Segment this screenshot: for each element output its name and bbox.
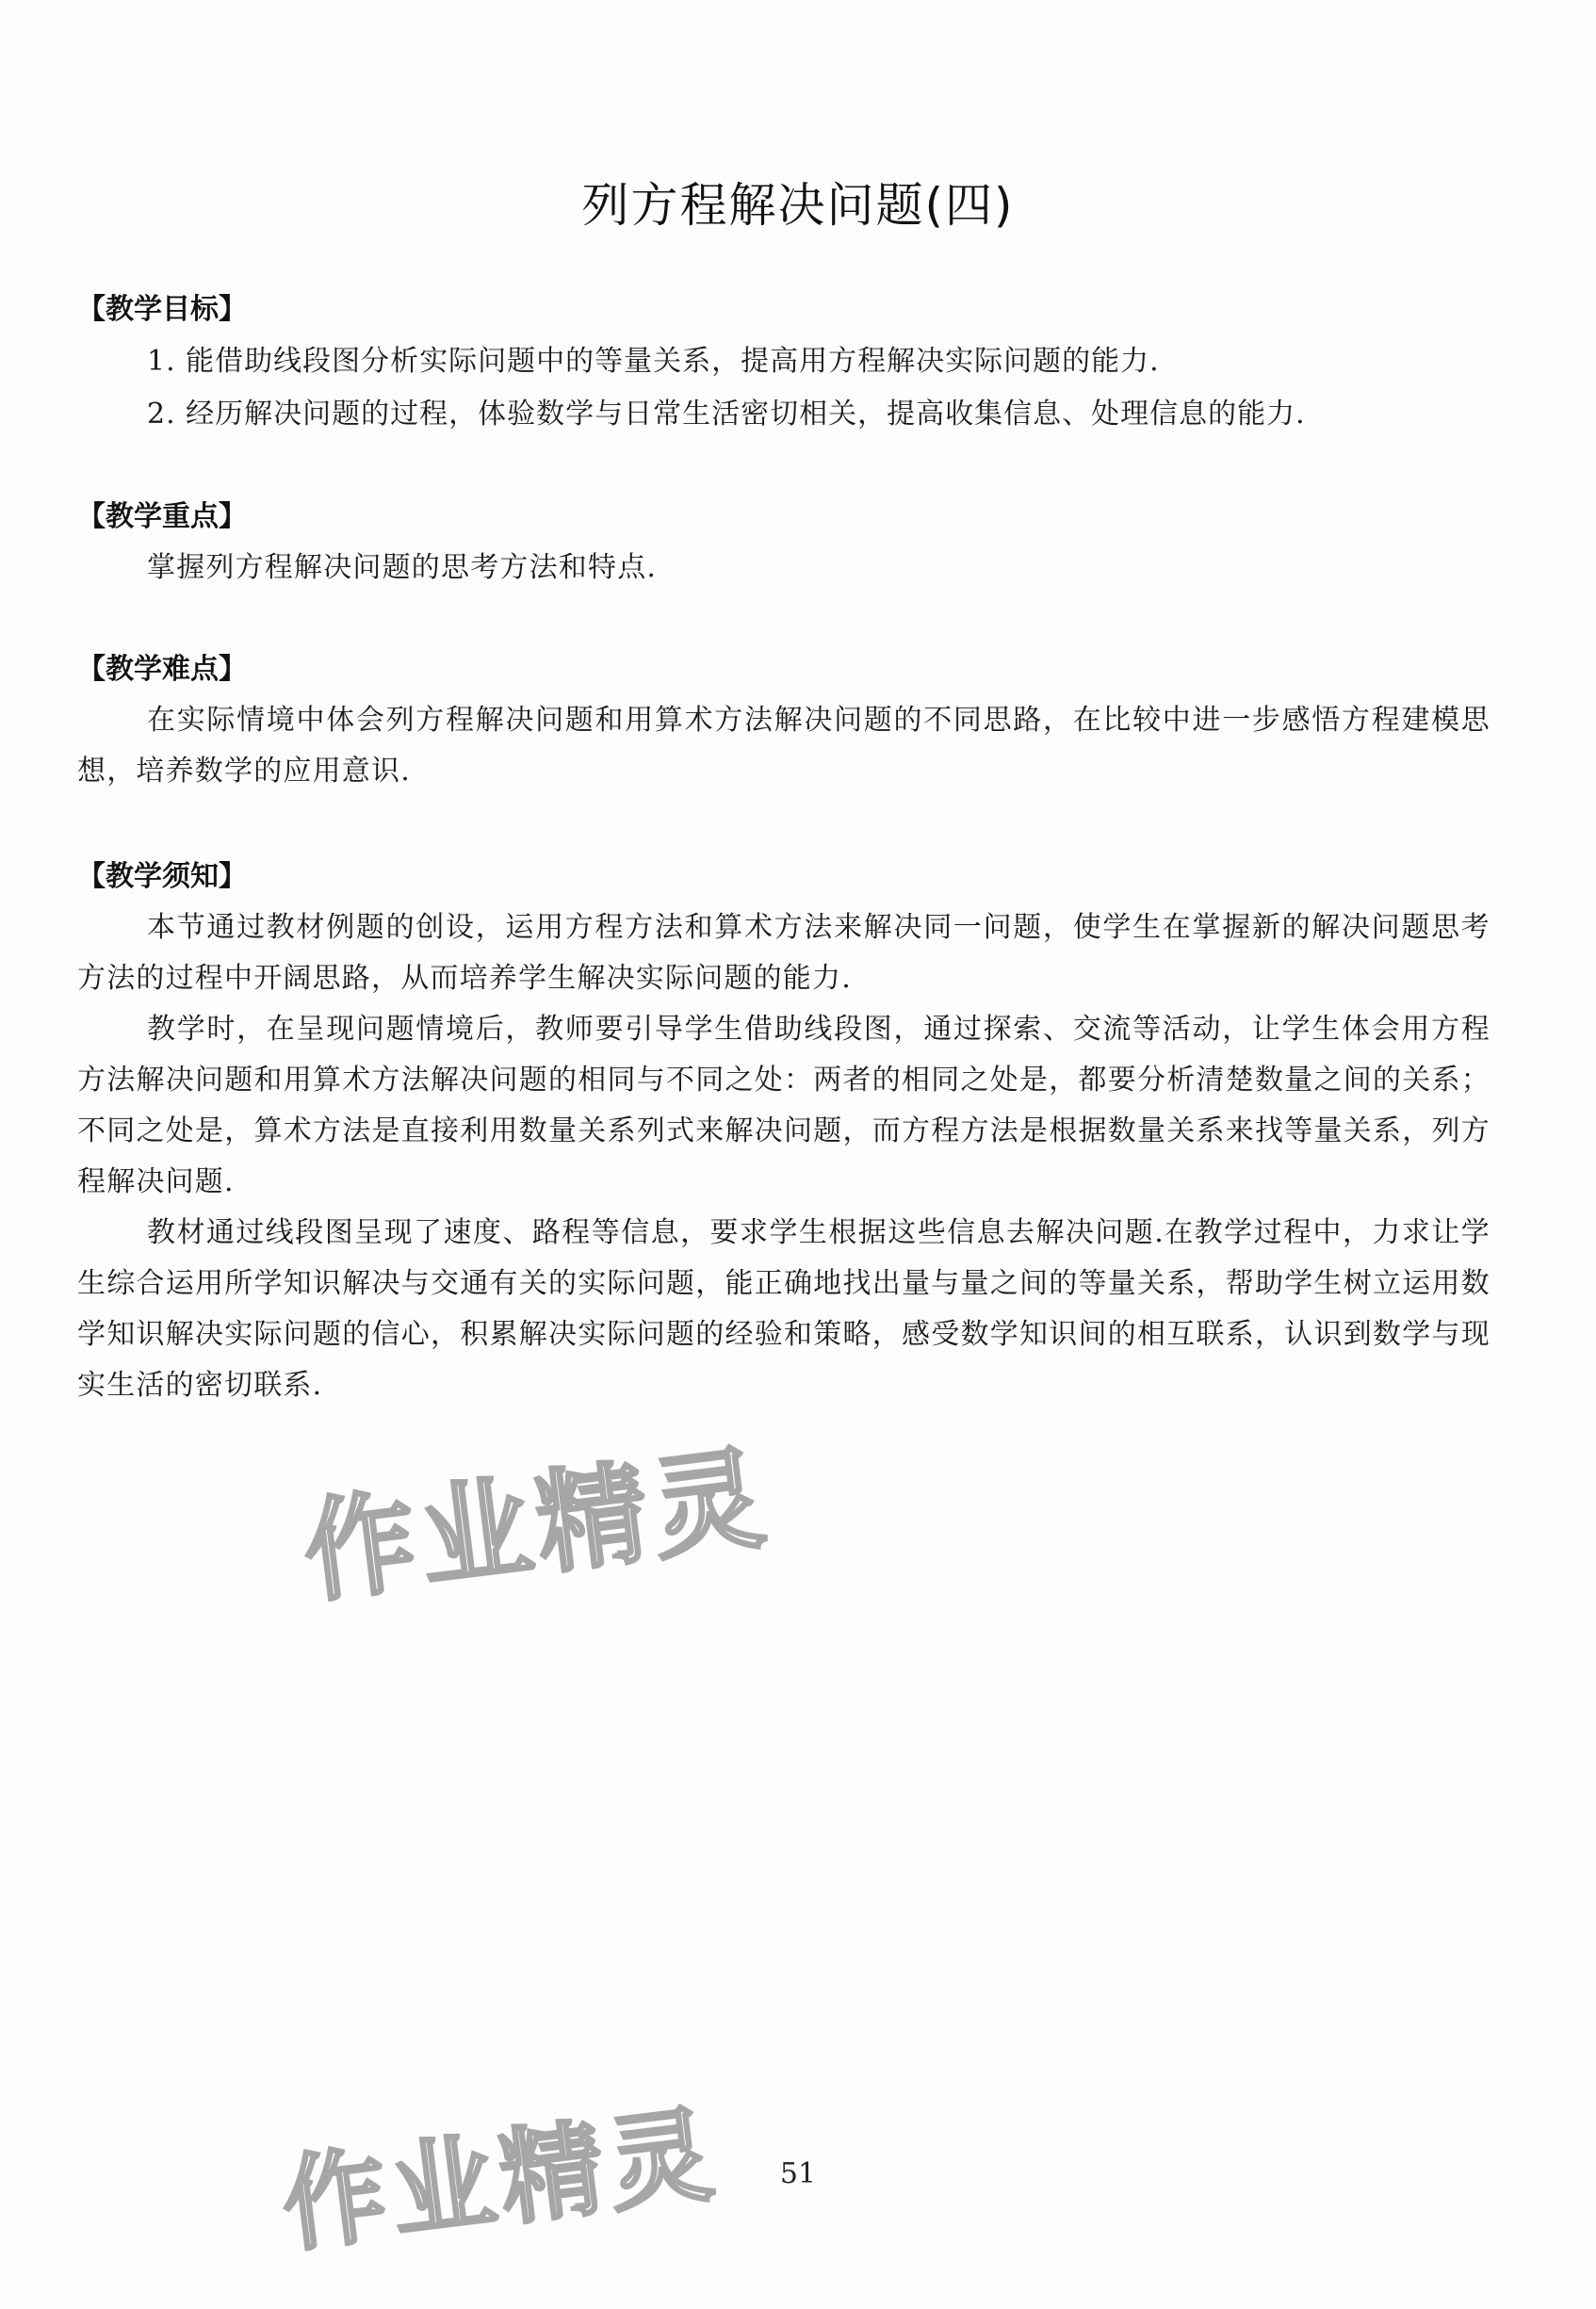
page-title: 列方程解决问题(四) [581,178,1015,233]
goal-item: 1. 能借助线段图分析实际问题中的等量关系，提高用方程解决实际问题的能力. [147,345,1160,378]
watermark: 作业精灵 [275,2093,725,2267]
key-points-text: 掌握列方程解决问题的思考方法和特点. [147,551,658,584]
section-teaching-notes [77,852,1490,1411]
section-heading: 【教学难点】 [77,653,247,686]
section-heading: 【教学重点】 [77,500,247,533]
section-teaching-goals [77,285,1490,441]
watermark: 作业精灵 [297,1432,777,1618]
notes-paragraph: 教学时，在呈现问题情境后，教师要引导学生借助线段图，通过探索、交流等活动，让学生体会用方程方法解决问题和用算术方法解决问题的相同与不同之处：两者的相同之处是，都要分析清楚数量之间的关系；不同之处是，算术方法是直接利用数量关系列式来解决问题，而方程方法是根据数量关系来找等量关系，列方程解决问题. [77,1013,1490,1198]
section-key-points [77,492,1490,594]
section-difficulties [77,644,1490,797]
section-heading: 【教学目标】 [77,293,247,326]
notes-paragraph: 本节通过教材例题的创设，运用方程方法和算术方法来解决同一问题，使学生在掌握新的解决问题思考方法的过程中开阔思路，从而培养学生解决实际问题的能力. [77,911,1490,995]
difficulties-text: 在实际情境中体会列方程解决问题和用算术方法解决问题的不同思路，在比较中进一步感悟方程建模思想，培养数学的应用意识. [77,704,1490,788]
goal-item: 2. 经历解决问题的过程，体验数学与日常生活密切相关，提高收集信息、处理信息的能力. [147,398,1306,431]
page-number: 51 [779,2157,817,2190]
notes-paragraph: 教材通过线段图呈现了速度、路程等信息，要求学生根据这些信息去解决问题.在教学过程中，力求让学生综合运用所学知识解决与交通有关的实际问题，能正确地找出量与量之间的等量关系，帮助学生树立运用数学知识解决实际问题的信心，积累解决实际问题的经验和策略，感受数学知识间的相互联系，认识到数学与现实生活的密切联系. [77,1216,1490,1402]
section-heading: 【教学须知】 [77,860,247,893]
